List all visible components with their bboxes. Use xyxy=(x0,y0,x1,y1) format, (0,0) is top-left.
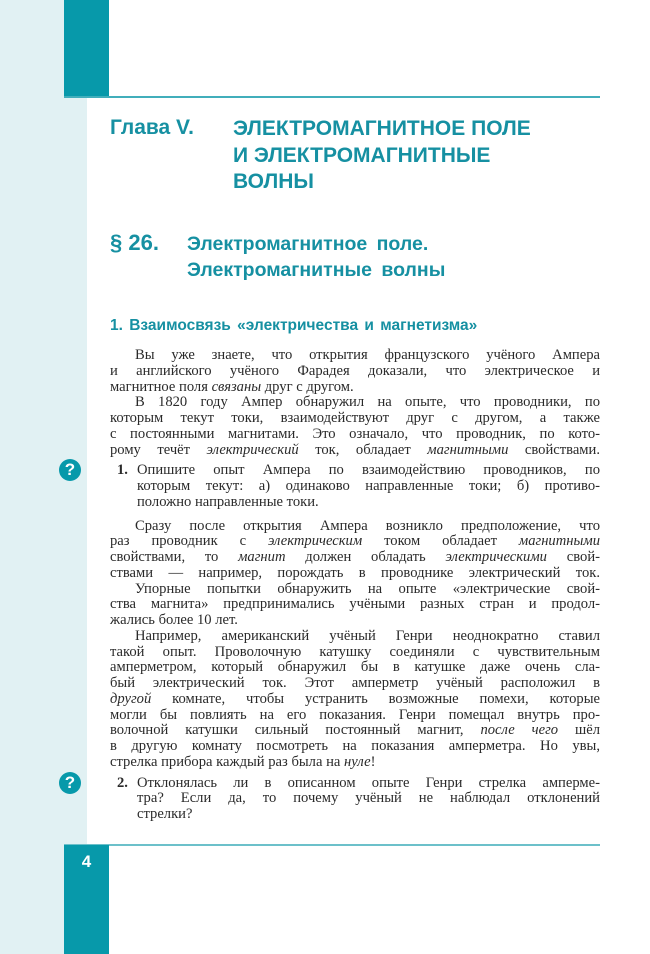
text-line xyxy=(110,549,600,565)
margin-band xyxy=(0,845,64,954)
text-run: Сразу после открытия Ампера возникло предположение, что xyxy=(135,517,600,534)
text-run: которым текут: а) одинаково направленные токи; б) противо- xyxy=(137,478,600,494)
text-line xyxy=(137,462,600,478)
text-line xyxy=(135,628,600,644)
text-run: свойствами. xyxy=(508,441,600,458)
text-run: тра? Если да, то почему учёный не наблюдал отклонений xyxy=(137,790,600,807)
text-run: ! xyxy=(370,753,376,770)
text-line xyxy=(110,691,600,707)
page-number: 4 xyxy=(81,852,92,871)
text-run: свой- xyxy=(546,549,600,565)
margin-band xyxy=(0,0,64,97)
section-heading: 1. Взаимосвязь «электричества и магнетизма» xyxy=(110,317,478,334)
text-run: стрелка прибора каждый раз была на xyxy=(110,753,345,770)
text-line xyxy=(110,442,600,458)
text-line xyxy=(137,478,600,494)
text-run: ток, обладает xyxy=(298,441,428,458)
emphasis-text: связаны xyxy=(211,378,262,395)
emphasis-text: нуле xyxy=(344,753,371,770)
emphasis-text: после чего xyxy=(480,722,559,739)
text-run: В 1820 году Ампер обнаружил на опыте, что проводники, по xyxy=(135,394,600,411)
text-run: комнате, чтобы устранить возможные помехи, которые xyxy=(151,690,600,707)
text-line xyxy=(110,675,600,691)
text-line xyxy=(110,596,600,612)
text-run: и английского учёного Фарадея доказали, что электрическое и xyxy=(110,362,600,379)
emphasis-text: магнит xyxy=(238,549,286,565)
paragraph-label: § 26. xyxy=(110,230,159,255)
paragraph-title-line: Электромагнитное поле. xyxy=(187,233,429,255)
question-circle-icon: ? xyxy=(59,772,81,794)
text-run: такой опыт. Проволочную катушку соединяли с чувствительным xyxy=(110,643,600,660)
header-accent-bar xyxy=(64,0,109,97)
text-line xyxy=(137,806,600,822)
question-number: 1. xyxy=(117,462,128,479)
text-run: в другую комнату посмотреть на показания амперметра. Но увы, xyxy=(110,738,600,754)
emphasis-text: другой xyxy=(110,690,152,707)
text-line xyxy=(110,565,600,581)
text-run: бый электрический ток. Этот амперметр учёный расположил в xyxy=(110,675,600,691)
chapter-title-line: И ЭЛЕКТРОМАГНИТНЫЕ xyxy=(233,143,491,167)
paragraph-title xyxy=(187,231,445,283)
text-line xyxy=(110,722,600,738)
text-run: волочной катушки сильный постоянный магнит, xyxy=(110,722,481,739)
emphasis-text: электрическим xyxy=(267,533,363,550)
chapter-title-line: ЭЛЕКТРОМАГНИТНОЕ ПОЛЕ xyxy=(233,117,531,140)
footer-rule xyxy=(64,844,600,846)
text-line xyxy=(137,494,600,510)
paragraph-title-line: Электромагнитные волны xyxy=(187,259,446,281)
text-run: Упорные попытки обнаружить на опыте «электрические свой- xyxy=(135,580,600,597)
text-run: могли бы повлиять на его показания. Генри помещал внутрь про- xyxy=(110,706,600,723)
text-line xyxy=(110,659,600,675)
text-run: должен обладать xyxy=(285,549,446,565)
text-line xyxy=(110,379,600,395)
emphasis-text: магнитными xyxy=(518,533,601,550)
text-line xyxy=(135,581,600,597)
text-line xyxy=(110,738,600,754)
text-line xyxy=(110,426,600,442)
text-run: с постоянными магнитами. Это означало, что проводник, по кото- xyxy=(110,425,600,442)
text-line xyxy=(135,394,600,410)
text-line xyxy=(110,612,600,628)
emphasis-text: магнитными xyxy=(427,441,509,458)
text-line xyxy=(110,707,600,723)
text-run: друг с другом. xyxy=(261,378,354,395)
text-line xyxy=(110,533,600,549)
text-run: Опишите опыт Ампера по взаимодействию проводников, по xyxy=(137,462,600,479)
emphasis-text: электрический xyxy=(206,441,299,458)
text-line xyxy=(137,775,600,791)
text-line xyxy=(135,347,600,363)
text-run: ствами — например, порождать в проводнике электрический ток. xyxy=(110,564,600,581)
text-run: амперметром, который обнаружил бы в катушке даже очень сла- xyxy=(110,659,600,676)
text-run: Вы уже знаете, что открытия французского учёного Ампера xyxy=(135,347,600,363)
text-line xyxy=(135,518,600,534)
text-line xyxy=(110,410,600,426)
question-number: 2. xyxy=(117,774,128,791)
text-line xyxy=(110,754,600,770)
question-circle-icon: ? xyxy=(59,459,81,481)
header-rule xyxy=(64,96,600,98)
text-run: током обладает xyxy=(362,533,519,550)
text-run: рому течёт xyxy=(110,441,207,458)
text-run: раз проводник с xyxy=(110,533,268,550)
text-run: положно направленные токи. xyxy=(137,493,319,510)
text-run: ства магнита» предпринимались учёными разных стран и продол- xyxy=(110,596,600,613)
text-run: которым текут токи, взаимодействуют друг с другом, а также xyxy=(110,410,600,426)
text-line xyxy=(110,363,600,379)
text-run: свойствами, то xyxy=(110,549,239,565)
text-run: шёл xyxy=(558,722,600,739)
chapter-title-line: ВОЛНЫ xyxy=(233,170,314,193)
emphasis-text: электрическими xyxy=(445,549,547,565)
text-line xyxy=(110,644,600,660)
chapter-title xyxy=(233,116,531,196)
text-run: жались более 10 лет. xyxy=(110,612,238,628)
text-run: Отклонялась ли в описанном опыте Генри стрелка амперме- xyxy=(137,774,600,791)
text-line xyxy=(137,790,600,806)
chapter-label: Глава V. xyxy=(110,116,194,139)
text-run: стрелки? xyxy=(137,806,193,822)
text-run: магнитное поля xyxy=(110,378,212,395)
text-run: Например, американский учёный Генри неоднократно ставил xyxy=(135,627,600,644)
